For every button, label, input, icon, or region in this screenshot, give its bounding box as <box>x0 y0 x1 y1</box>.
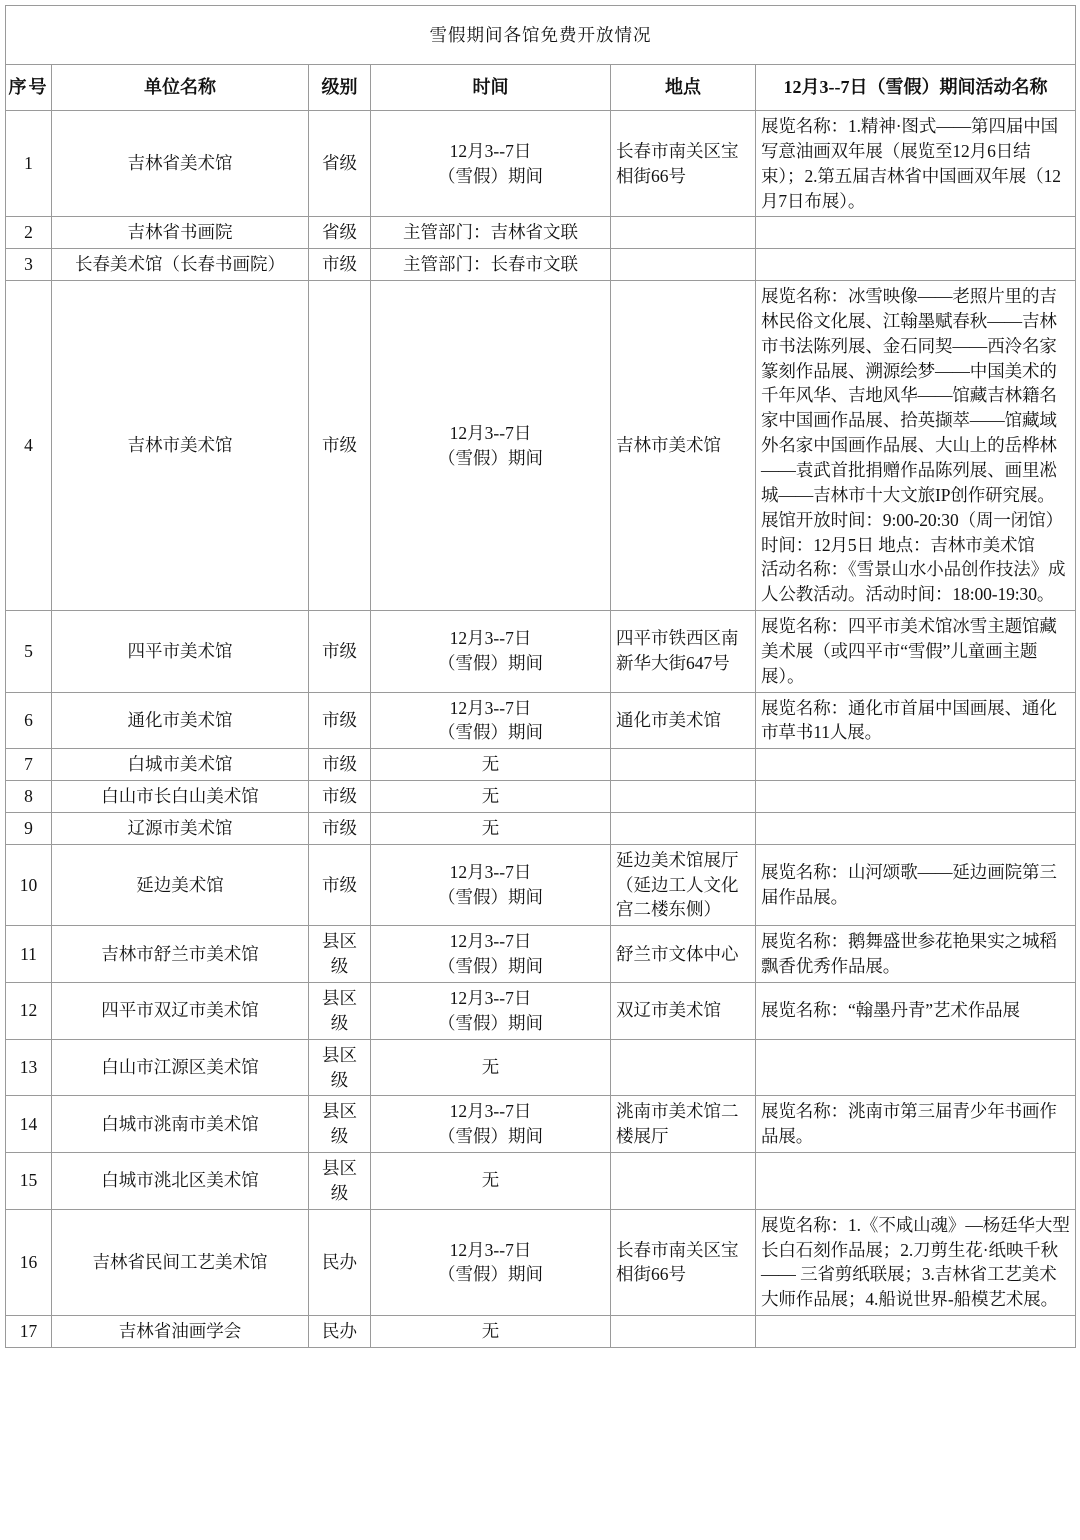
cell-activity: 展览名称：通化市首届中国画展、通化市草书11人展。 <box>756 692 1076 749</box>
cell-level: 市级 <box>309 781 371 813</box>
cell-time: 12月3--7日 （雪假）期间 <box>371 1209 611 1315</box>
cell-time: 无 <box>371 781 611 813</box>
cell-activity <box>756 781 1076 813</box>
cell-level: 县区级 <box>309 926 371 983</box>
table-row <box>6 781 1076 813</box>
table-row <box>6 844 1076 926</box>
table-row <box>6 983 1076 1040</box>
cell-time: 无 <box>371 1039 611 1096</box>
cell-place <box>611 249 756 281</box>
table-row <box>6 111 1076 217</box>
cell-index: 16 <box>6 1209 52 1315</box>
table-row <box>6 1209 1076 1315</box>
cell-index: 12 <box>6 983 52 1040</box>
cell-place: 通化市美术馆 <box>611 692 756 749</box>
cell-unit: 吉林省油画学会 <box>52 1316 309 1348</box>
cell-place: 长春市南关区宝相街66号 <box>611 1209 756 1315</box>
cell-time: 无 <box>371 1153 611 1210</box>
cell-place <box>611 1039 756 1096</box>
column-header-time: 时间 <box>371 65 611 111</box>
cell-time: 主管部门：吉林省文联 <box>371 217 611 249</box>
cell-unit: 白山市江源区美术馆 <box>52 1039 309 1096</box>
cell-index: 2 <box>6 217 52 249</box>
cell-activity: 展览名称：鹅舞盛世参花艳果实之城稻飘香优秀作品展。 <box>756 926 1076 983</box>
cell-activity: 展览名称：四平市美术馆冰雪主题馆藏美术展（或四平市“雪假”儿童画主题展）。 <box>756 611 1076 693</box>
cell-index: 15 <box>6 1153 52 1210</box>
table-row <box>6 926 1076 983</box>
table-row <box>6 249 1076 281</box>
cell-unit: 白山市长白山美术馆 <box>52 781 309 813</box>
cell-index: 13 <box>6 1039 52 1096</box>
cell-time: 12月3--7日 （雪假）期间 <box>371 1096 611 1153</box>
cell-place: 双辽市美术馆 <box>611 983 756 1040</box>
cell-level: 市级 <box>309 281 371 611</box>
cell-time: 12月3--7日 （雪假）期间 <box>371 983 611 1040</box>
cell-unit: 辽源市美术馆 <box>52 812 309 844</box>
cell-index: 6 <box>6 692 52 749</box>
cell-place: 舒兰市文体中心 <box>611 926 756 983</box>
cell-index: 7 <box>6 749 52 781</box>
cell-index: 3 <box>6 249 52 281</box>
title-row <box>6 6 1076 65</box>
cell-activity <box>756 1316 1076 1348</box>
cell-activity <box>756 249 1076 281</box>
table-row <box>6 1316 1076 1348</box>
cell-activity <box>756 217 1076 249</box>
table-row <box>6 692 1076 749</box>
cell-activity: 展览名称：冰雪映像——老照片里的吉林民俗文化展、江翰墨赋春秋——吉林市书法陈列展、金石同契——西泠名家篆刻作品展、溯源绘梦——中国美术的千年风华、吉地风华——馆藏吉林籍名家中国画作品展、拾英撷萃——馆藏域外名家中国画作品展、大山上的岳桦林——袁武首批捐赠作品陈列展、画里凇城——吉林市十大文旅IP创作研究展。展馆开放时间：9:00-20:30（周一闭馆）时间：12月5日 地点：吉林市美术馆 活动名称：《雪景山水小品创作技法》成人公教活动。活动时间：18:00-19:30。 <box>756 281 1076 611</box>
cell-time: 无 <box>371 812 611 844</box>
cell-time: 12月3--7日 （雪假）期间 <box>371 692 611 749</box>
table-row <box>6 1153 1076 1210</box>
cell-index: 1 <box>6 111 52 217</box>
table-row <box>6 749 1076 781</box>
free-admission-table <box>5 5 1076 1348</box>
cell-place: 洮南市美术馆二楼展厅 <box>611 1096 756 1153</box>
cell-time: 无 <box>371 1316 611 1348</box>
cell-level: 县区级 <box>309 1039 371 1096</box>
table-body <box>6 6 1076 1348</box>
header-row <box>6 65 1076 111</box>
document-title: 雪假期间各馆免费开放情况 <box>6 6 1076 65</box>
cell-activity <box>756 1039 1076 1096</box>
cell-level: 市级 <box>309 844 371 926</box>
cell-place <box>611 1153 756 1210</box>
column-header-unit: 单位名称 <box>52 65 309 111</box>
cell-level: 县区级 <box>309 1153 371 1210</box>
cell-level: 市级 <box>309 749 371 781</box>
cell-level: 市级 <box>309 249 371 281</box>
cell-time: 12月3--7日 （雪假）期间 <box>371 281 611 611</box>
cell-activity: 展览名称：洮南市第三届青少年书画作品展。 <box>756 1096 1076 1153</box>
cell-place <box>611 781 756 813</box>
cell-level: 省级 <box>309 217 371 249</box>
cell-level: 民办 <box>309 1209 371 1315</box>
cell-place: 四平市铁西区南新华大街647号 <box>611 611 756 693</box>
cell-place: 吉林市美术馆 <box>611 281 756 611</box>
cell-level: 民办 <box>309 1316 371 1348</box>
cell-place <box>611 749 756 781</box>
cell-time: 主管部门：长春市文联 <box>371 249 611 281</box>
cell-activity: 展览名称：1.《不咸山魂》—杨廷华大型长白石刻作品展；2.刀剪生花·纸映千秋 —— 三省剪纸联展；3.吉林省工艺美术大师作品展；4.船说世界-船模艺术展。 <box>756 1209 1076 1315</box>
cell-index: 14 <box>6 1096 52 1153</box>
cell-level: 省级 <box>309 111 371 217</box>
cell-time: 12月3--7日 （雪假）期间 <box>371 926 611 983</box>
table-row <box>6 812 1076 844</box>
cell-index: 10 <box>6 844 52 926</box>
cell-place <box>611 217 756 249</box>
cell-time: 12月3--7日 （雪假）期间 <box>371 611 611 693</box>
table-row <box>6 217 1076 249</box>
cell-unit: 长春美术馆（长春书画院） <box>52 249 309 281</box>
cell-unit: 白城市美术馆 <box>52 749 309 781</box>
column-header-level: 级别 <box>309 65 371 111</box>
cell-time: 12月3--7日 （雪假）期间 <box>371 111 611 217</box>
cell-place <box>611 1316 756 1348</box>
cell-activity: 展览名称：1.精神·图式——第四届中国写意油画双年展（展览至12月6日结束）；2.第五届吉林省中国画双年展（12月7日布展）。 <box>756 111 1076 217</box>
cell-unit: 四平市美术馆 <box>52 611 309 693</box>
cell-index: 9 <box>6 812 52 844</box>
column-header-place: 地点 <box>611 65 756 111</box>
cell-activity <box>756 812 1076 844</box>
cell-level: 县区级 <box>309 1096 371 1153</box>
table-row <box>6 1039 1076 1096</box>
cell-index: 8 <box>6 781 52 813</box>
cell-index: 5 <box>6 611 52 693</box>
column-header-index: 序号 <box>6 65 52 111</box>
cell-activity: 展览名称：山河颂歌——延边画院第三届作品展。 <box>756 844 1076 926</box>
cell-activity <box>756 749 1076 781</box>
column-header-activity: 12月3--7日（雪假）期间活动名称 <box>756 65 1076 111</box>
cell-unit: 通化市美术馆 <box>52 692 309 749</box>
cell-index: 11 <box>6 926 52 983</box>
cell-unit: 白城市洮南市美术馆 <box>52 1096 309 1153</box>
cell-unit: 吉林省美术馆 <box>52 111 309 217</box>
cell-activity: 展览名称：“翰墨丹青”艺术作品展 <box>756 983 1076 1040</box>
cell-place: 长春市南关区宝相街66号 <box>611 111 756 217</box>
table-row <box>6 1096 1076 1153</box>
cell-index: 4 <box>6 281 52 611</box>
table-row <box>6 611 1076 693</box>
cell-activity <box>756 1153 1076 1210</box>
cell-unit: 白城市洮北区美术馆 <box>52 1153 309 1210</box>
cell-level: 市级 <box>309 692 371 749</box>
cell-unit: 吉林省书画院 <box>52 217 309 249</box>
cell-unit: 吉林市舒兰市美术馆 <box>52 926 309 983</box>
cell-time: 12月3--7日 （雪假）期间 <box>371 844 611 926</box>
cell-level: 市级 <box>309 812 371 844</box>
cell-level: 县区级 <box>309 983 371 1040</box>
cell-time: 无 <box>371 749 611 781</box>
cell-unit: 吉林市美术馆 <box>52 281 309 611</box>
cell-unit: 延边美术馆 <box>52 844 309 926</box>
cell-level: 市级 <box>309 611 371 693</box>
cell-unit: 吉林省民间工艺美术馆 <box>52 1209 309 1315</box>
cell-index: 17 <box>6 1316 52 1348</box>
cell-unit: 四平市双辽市美术馆 <box>52 983 309 1040</box>
cell-place: 延边美术馆展厅（延边工人文化宫二楼东侧） <box>611 844 756 926</box>
table-row <box>6 281 1076 611</box>
cell-place <box>611 812 756 844</box>
